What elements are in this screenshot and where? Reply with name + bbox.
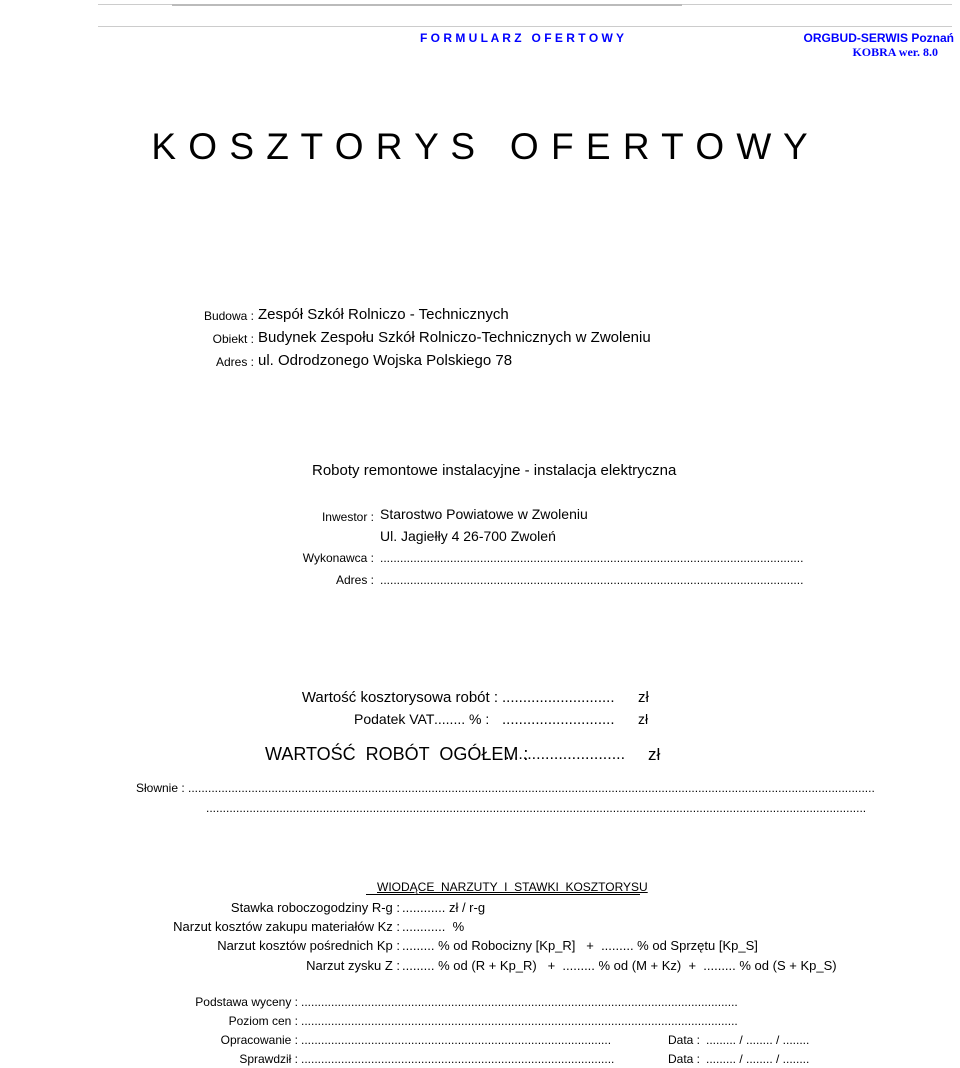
vat-percent: ........ % :	[434, 711, 490, 727]
top-rule-inner	[172, 4, 682, 6]
sprawdzil-data-value: ......... / ........ / ........	[706, 1052, 810, 1066]
podstawa-value: ...................................................................................................................................	[301, 995, 738, 1009]
kp-value: ......... % od Robocizny [Kp_R] + ......... % od Sprzętu [Kp_S]	[402, 938, 758, 953]
ogolem-value: ...........................	[505, 746, 626, 763]
inwestor-line1: Starostwo Powiatowe w Zwoleniu	[380, 506, 588, 522]
kp-label: Narzut kosztów pośrednich Kp :	[217, 938, 400, 953]
poziom-value: ...................................................................................................................................	[301, 1014, 738, 1028]
poziom-label: Poziom cen :	[228, 1014, 298, 1028]
podstawa-label: Podstawa wyceny :	[195, 995, 298, 1009]
ogolem-label: WARTOŚĆ ROBÓT OGÓŁEM :	[265, 744, 529, 764]
vendor-name: ORGBUD-SERWIS Poznań	[803, 31, 954, 45]
scope-description: Roboty remontowe instalacyjne - instalacja elektryczna	[312, 462, 677, 479]
sprawdzil-data-label: Data :	[668, 1052, 701, 1066]
kz-value: ............ %	[402, 919, 465, 934]
opracowanie-label: Opracowanie :	[220, 1033, 298, 1047]
opracowanie-value: .............................................................................................	[301, 1033, 612, 1047]
wykonawca-adres-label: Adres :	[335, 573, 374, 587]
vat-value: ...........................	[502, 711, 615, 728]
ogolem-unit: zł	[648, 745, 661, 764]
inwestor-line2: Ul. Jagiełły 4 26-700 Zwoleń	[380, 528, 556, 544]
opracowanie-data-value: ......... / ........ / ........	[706, 1033, 810, 1047]
sprawdzil-label: Sprawdził :	[239, 1052, 298, 1066]
wartosc-value: ...........................	[502, 689, 615, 706]
vat-label: Podatek VAT	[354, 711, 435, 727]
adres-value: ul. Odrodzonego Wojska Polskiego 78	[258, 352, 513, 369]
wartosc-label: Wartość kosztorysowa robót :	[301, 689, 498, 706]
wykonawca-label: Wykonawca :	[302, 551, 374, 565]
inwestor-label: Inwestor :	[321, 510, 374, 524]
page-title: K O S Z T O R Y S O F E R T O W Y	[151, 126, 809, 167]
adres-label: Adres :	[215, 355, 254, 369]
slownie-label: Słownie :	[136, 781, 185, 795]
slownie-line1: ..............................................................................................................................................................................................................	[188, 781, 875, 795]
vat-unit: zł	[638, 711, 649, 727]
slownie-line2: ......................................................................................................................................................................................................	[206, 801, 867, 815]
wartosc-unit: zł	[638, 689, 649, 706]
wykonawca-value: ...............................................................................................................................	[380, 551, 804, 565]
obiekt-value: Budynek Zespołu Szkół Rolniczo-Technicznych w Zwoleniu	[258, 329, 651, 346]
obiekt-label: Obiekt :	[212, 332, 254, 346]
narzuty-heading: WIODĄCE NARZUTY I STAWKI KOSZTORYSU	[377, 880, 648, 894]
zysk-value: ......... % od (R + Kp_R) + ......... % od (M + Kz) + ......... % od (S + Kp_S)	[402, 958, 837, 973]
budowa-label: Budowa :	[203, 309, 254, 323]
budowa-value: Zespół Szkół Rolniczo - Technicznych	[258, 306, 509, 323]
stawka-label: Stawka roboczogodziny R-g :	[230, 900, 400, 915]
wykonawca-adres-value: ...............................................................................................................................	[380, 573, 804, 587]
header-rule	[98, 26, 952, 27]
opracowanie-data-label: Data :	[668, 1033, 701, 1047]
stawka-value: ............ zł / r-g	[402, 900, 486, 915]
zysk-label: Narzut zysku Z :	[306, 958, 400, 973]
sprawdzil-value: ..............................................................................................	[301, 1052, 615, 1066]
program-version: KOBRA wer. 8.0	[852, 45, 938, 59]
form-title: F O R M U L A R Z O F E R T O W Y	[420, 31, 624, 45]
narzuty-heading-underline	[366, 894, 640, 895]
kz-label: Narzut kosztów zakupu materiałów Kz :	[173, 919, 400, 934]
